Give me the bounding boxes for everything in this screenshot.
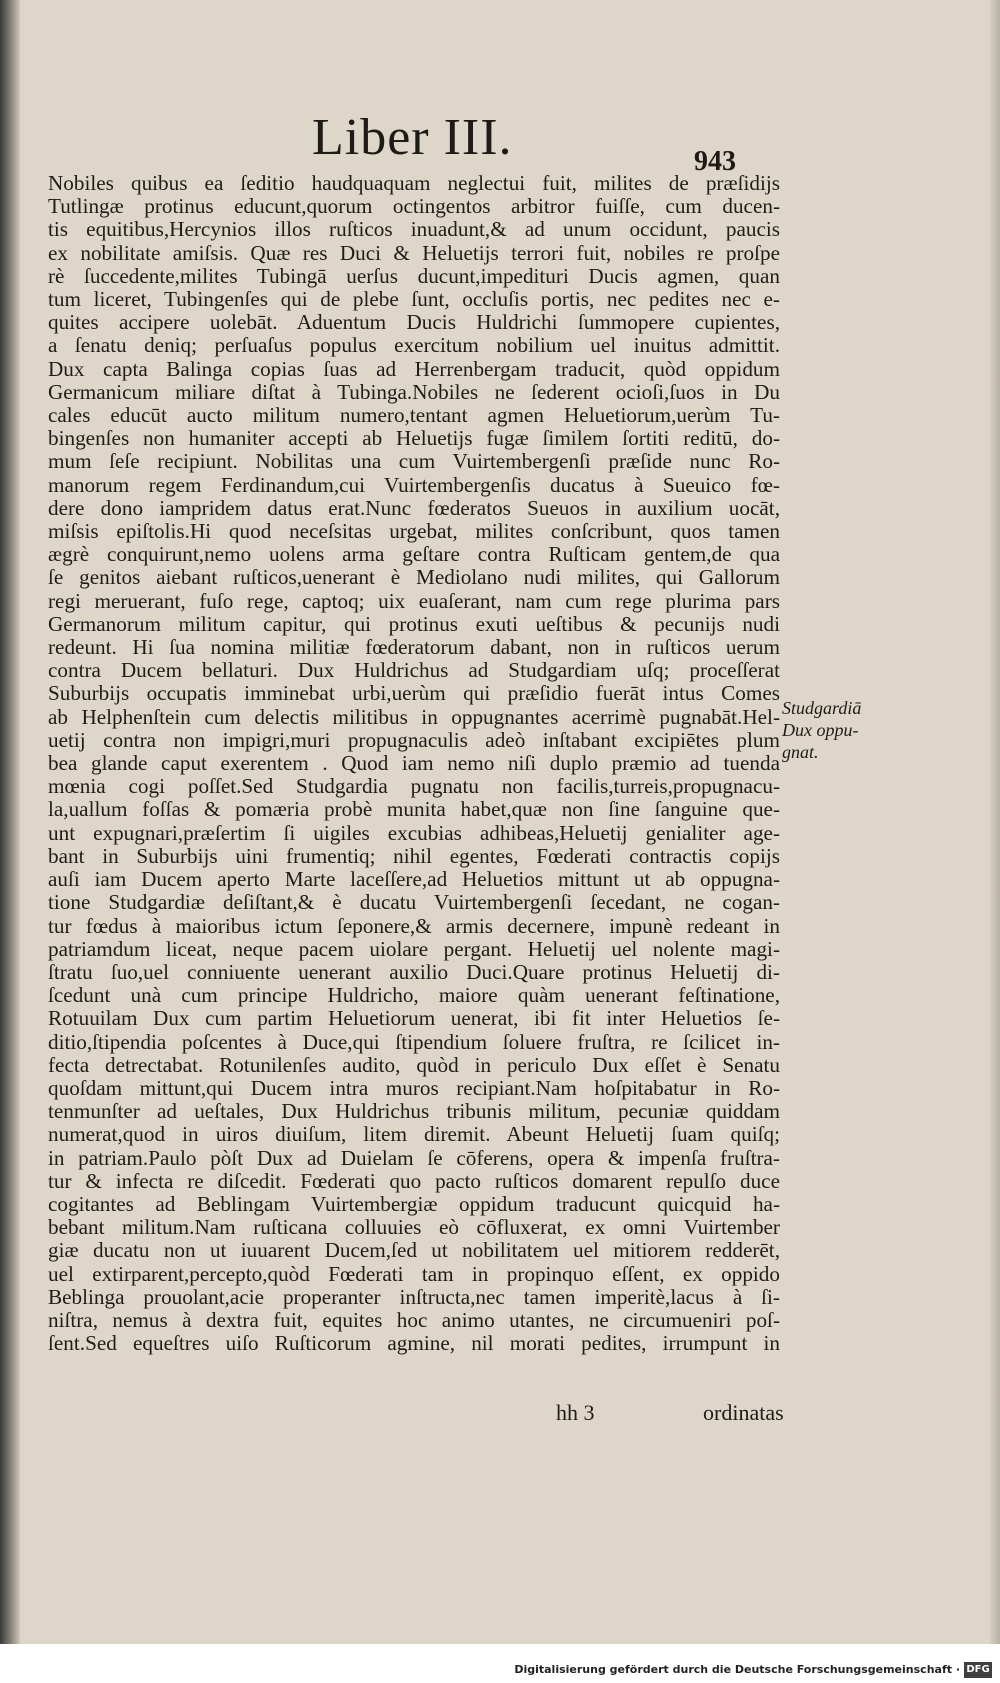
text-line: patriamdum liceat, neque pacem uiolare pergant. Heluetij uel nolente magi-	[48, 937, 780, 961]
dfg-logo: DFG	[964, 1662, 992, 1678]
text-line: ægrè conquirunt,nemo uolens arma geſtare contra Ruſticam gentem,de qua	[48, 543, 780, 567]
signature-mark: hh 3	[556, 1400, 595, 1425]
text-line: auſi iam Ducem aperto Marte laceſſere,ad Heluetios mittunt ut ab oppugna-	[48, 868, 780, 892]
body-text	[48, 172, 780, 1355]
text-line: regi meruerant, fuſo rege, captoq; uix euaſerant, nam cum rege plurima pars	[48, 589, 780, 613]
text-line: bea glande caput exerentem . Quod iam nemo niſi duplo præmio ad tuenda	[48, 752, 780, 776]
text-line: bant in Suburbijs uini frumentiq; nihil egentes, Fœderati contractis copijs	[48, 844, 780, 868]
text-line: ſcedunt unà cum principe Huldricho, maiore quàm uenerant feſtinatione,	[48, 984, 780, 1008]
text-line: Rotuuilam Dux cum partim Heluetiorum uenerat, ibi fit inter Heluetios ſe-	[48, 1007, 780, 1031]
text-line: bingenſes non humaniter accepti ab Heluetijs fugæ ſimilem ſortiti reditū, do-	[48, 427, 780, 451]
funding-credit: Digitalisierung gefördert durch die Deutsche Forschungsgemeinschaft ·	[514, 1663, 960, 1676]
text-line: contra Ducem bellaturi. Dux Huldrichus ad Studgardiam uſq; proceſſerat	[48, 659, 780, 683]
text-line: bebant militum.Nam ruſticana colluuies eò cōfluxerat, ex omni Vuirtember	[48, 1216, 780, 1240]
text-line: Tutlingæ protinus educunt,quorum octingentos arbitror fuiſſe, cum ducen-	[48, 195, 780, 219]
text-line: rè ſuccedente,milites Tubingā uerſus ducunt,impedituri Ducis agmen, quan	[48, 264, 780, 288]
text-line: a ſenatu deniq; perſuaſus populus exercitum nobilium uel inuitus admittit.	[48, 334, 780, 358]
margin-note	[782, 697, 862, 763]
text-line: tur fœdus à maioribus ictum ſeponere,& armis decernere, impunè redeant in	[48, 914, 780, 938]
text-line: manorum regem Ferdinandum,cui Vuirtembergenſis ducatus à Sueuico fœ-	[48, 473, 780, 497]
text-line: Beblinga prouolant,acie properanter inſtructa,nec tamen imperitè,lacus à ſi-	[48, 1285, 780, 1309]
page-edge	[990, 0, 1000, 1644]
text-line: ab Helphenſtein cum delectis militibus in oppugnantes acerrimè pugnabāt.Hel-	[48, 705, 780, 729]
running-title: Liber III.	[312, 109, 513, 166]
margin-note-line: Dux oppu-	[782, 720, 859, 740]
text-line: Nobiles quibus ea ſeditio haudquaquam neglectui fuit, milites de præſidijs	[48, 172, 780, 195]
text-line: Germanicum miliare diſtat à Tubinga.Nobiles ne ſederent ocioſi,ſuos in Du	[48, 380, 780, 404]
text-line: mœnia cogi poſſet.Sed Studgardia pugnatu non facilis,turreis,propugnacu-	[48, 775, 780, 799]
binding-shadow	[0, 0, 20, 1644]
text-line: mum ſeſe recipiunt. Nobilitas una cum Vuirtembergenſi præſide nunc Ro-	[48, 450, 780, 474]
text-line: miſsis epiſtolis.Hi quod neceſsitas urgebat, milites conſcribunt, quos tamen	[48, 520, 780, 544]
text-line: quoſdam mittunt,qui Ducem intra muros recipiant.Nam hoſpitabatur in Ro-	[48, 1076, 780, 1100]
text-line: cogitantes ad Beblingam Vuirtembergiæ oppidum traducunt quicquid ha-	[48, 1192, 780, 1216]
text-line: ſent.Sed equeſtres uiſo Ruſticorum agmine, nil morati pedites, irrumpunt in	[48, 1332, 780, 1356]
text-line: ſtratu ſuo,uel conniuente uenerant auxilio Duci.Quare protinus Heluetij di-	[48, 960, 780, 984]
text-line: numerat,quod in uiros diuiſum, litem diremit. Abeunt Heluetij ſuam quiſq;	[48, 1123, 780, 1147]
text-line: tenmunſter ad ueſtales, Dux Huldrichus tribunis militum, pecuniæ quiddam	[48, 1100, 780, 1124]
text-line: ex nobilitate amiſsis. Quæ res Duci & Heluetijs terrori fuit, nobiles re proſpe	[48, 241, 780, 265]
text-line: uel extirparent,percepto,quòd Fœderati tam in propinquo eſſent, ex oppido	[48, 1262, 780, 1286]
text-line: ditio,ſtipendia poſcentes à Duce,qui ſtipendium ſoluere fruſtra, re ſcilicet in-	[48, 1030, 780, 1054]
text-line: tum liceret, Tubingenſes qui de plebe ſunt, occluſis portis, nec pedites nec e-	[48, 288, 780, 312]
text-line: Germanorum militum capitur, qui protinus exuti ueſtibus & pecunijs nudi	[48, 612, 780, 636]
text-line: in patriam.Paulo pòſt Dux ad Duielam ſe cōferens, opera & impenſa fruſtra-	[48, 1146, 780, 1170]
text-line: fecta detrectabat. Rotunilenſes audito, quòd in periculo Dux eſſet è Senatu	[48, 1053, 780, 1077]
text-line: tione Studgardiæ deſiſtant,& è ducatu Vuirtembergenſi ſecedant, ne cogan-	[48, 891, 780, 915]
text-line: redeunt. Hi ſua nomina militiæ fœderatorum dabant, non in ruſticos uerum	[48, 636, 780, 660]
margin-note-line: gnat.	[782, 742, 819, 762]
text-line: tis equitibus,Hercynios illos ruſticos inuadunt,& ad unum occidunt, paucis	[48, 218, 780, 242]
text-line: unt expugnari,præſertim ſi uigiles excubias adhibeas,Heluetij genialiter age-	[48, 821, 780, 845]
text-line: la,uallum foſſas & pomæria probè munita habet,quæ non ſine ſanguine que-	[48, 798, 780, 822]
text-line: Suburbijs occupatis imminebat urbi,uerùm qui præſidio fuerāt intus Comes	[48, 682, 780, 706]
footer-bar	[0, 1660, 1000, 1683]
text-line: Dux capta Balinga copias ſuas ad Herrenbergam traducit, quòd oppidum	[48, 357, 780, 381]
page-number: 943	[694, 146, 736, 177]
text-line: tur & infecta re diſcedit. Fœderati quo pacto ruſticos domarent repulſo duce	[48, 1169, 780, 1193]
text-line: niſtra, nemus à dextra fuit, equites hoc animo utantes, ne circumueniri poſ-	[48, 1308, 780, 1332]
text-line: ſe genitos aiebant ruſticos,uenerant è Mediolano nudi milites, qui Gallorum	[48, 566, 780, 590]
text-line: dere dono iampridem datus erat.Nunc fœderatos Sueuos in auxilium uocāt,	[48, 496, 780, 520]
catchword: ordinatas	[703, 1400, 784, 1425]
margin-note-line: Studgardiā	[782, 698, 862, 718]
text-line: giæ ducatu non ut iuuarent Ducem,ſed ut nobilitatem uel mitiorem redderēt,	[48, 1239, 780, 1263]
text-line: quites accipere uolebāt. Aduentum Ducis Huldrichi ſummopere cupientes,	[48, 311, 780, 335]
text-line: cales educūt aucto militum numero,tentant agmen Heluetiorum,uerùm Tu-	[48, 404, 780, 428]
text-line: uetij contra non impigri,muri propugnaculis adeò inſtabant excipiētes plum	[48, 728, 780, 752]
